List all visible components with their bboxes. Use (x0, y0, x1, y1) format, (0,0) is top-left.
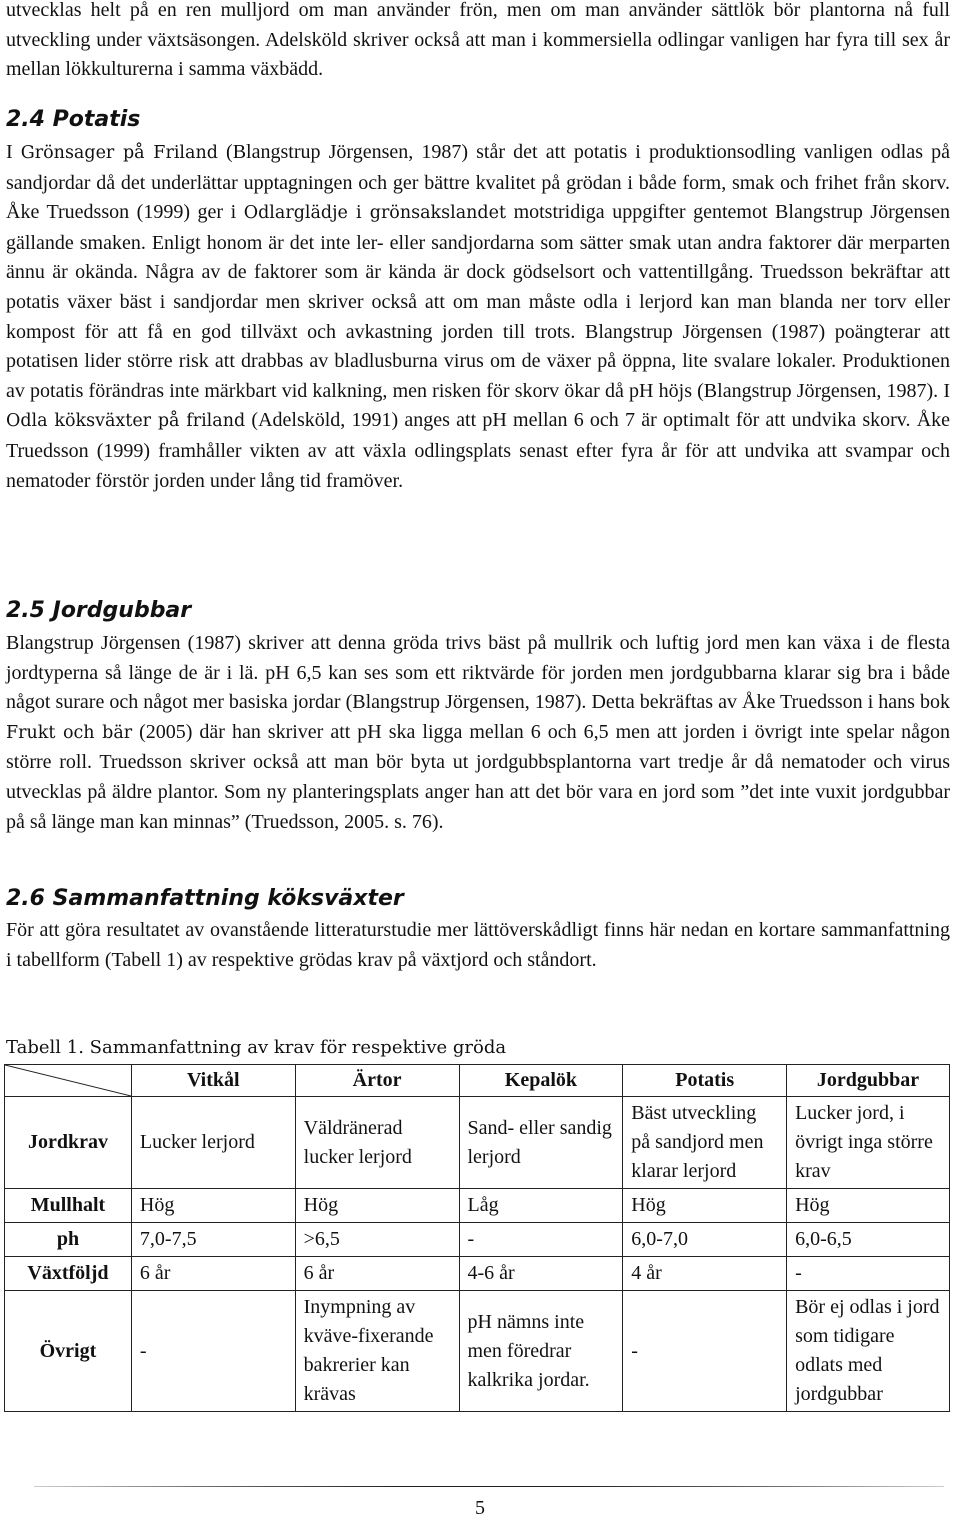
section-heading-sammanfattning: 2.6 Sammanfattning köksväxter (6, 886, 404, 911)
table-cell: Låg (459, 1189, 623, 1223)
book-title: Odla köksväxter på friland (6, 411, 246, 432)
page-number: 5 (475, 1497, 485, 1519)
table-row (5, 1097, 950, 1189)
table-cell: Inympning av kväve-fixerande bakrerier kan krävas (295, 1291, 459, 1412)
table-row (5, 1257, 950, 1291)
column-header: Jordgubbar (787, 1065, 950, 1097)
section-paragraph-potatis: I Grönsager på Friland (Blangstrup Jörgensen, 1987) står det att potatis i produktionsodling vanligen odlas på sandjordar då det underlättar upptagningen och ger bättre kvalitet på grödan i både form, smak och frihet från skorv. Åke Truedsson (1999) ger i Odlarglädje i grönsakslandet motstridiga uppgifter gentemot Blangstrup Jörgensen gällande smaken. Enligt honom är det inte ler- eller sandjordarna som sätter smak utan andra faktorer där merparten ännu är okända. Några av de faktorer som är kända är dock gödselsort och vattentillgång. Truedsson bekräftar att potatis växer bäst i sandjordar men skriver också att om man måste odla i lerjord kan man blanda ner torv eller kompost för att få en god tillväxt och avkastning jorden till trots. Blangstrup Jörgensen (1987) poängterar att potatisen lider större risk att drabbas av bladlusburna virus om de växer på öppna, lite svalare lokaler. Produktionen av potatis förändras inte märkbart vid kalkning, men risken för skorv ökar då pH höjs (Blangstrup Jörgensen, 1987). I Odla köksväxter på friland (Adelsköld, 1991) anges att pH mellan 6 och 7 är optimalt för att undvika skorv. Åke Truedsson (1999) framhåller vikten av att växla odlingsplats senast efter fyra år för att undvika att svampar och nematoder förstör jorden under lång tid framöver. (6, 141, 951, 492)
table-cell: Sand- eller sandig lerjord (459, 1097, 623, 1189)
table-cell: Bäst utveckling på sandjord men klarar lerjord (623, 1097, 787, 1189)
table-cell: >6,5 (295, 1223, 459, 1257)
table-cell: Hög (623, 1189, 787, 1223)
table-header-row (5, 1065, 950, 1097)
table-cell: Hög (295, 1189, 459, 1223)
table-row (5, 1291, 950, 1412)
table-cell: pH nämns inte men föredrar kalkrika jordar. (459, 1291, 623, 1412)
summary-table (4, 1064, 950, 1412)
table-cell: 7,0-7,5 (131, 1223, 295, 1257)
table-caption: Tabell 1. Sammanfattning av krav för respektive gröda (6, 1037, 507, 1058)
table-cell: 4-6 år (459, 1257, 623, 1291)
table-cell: - (787, 1257, 950, 1291)
section-heading-potatis: 2.4 Potatis (6, 107, 141, 132)
table-cell: - (131, 1291, 295, 1412)
table-cell: Väldränerad lucker lerjord (295, 1097, 459, 1189)
row-header: ph (5, 1223, 132, 1257)
row-header: Mullhalt (5, 1189, 132, 1223)
section-paragraph-sammanfattning: För att göra resultatet av ovanstående litteraturstudie mer lättöverskådligt finns här nedan en kortare sammanfattning i tabellform (Tabell 1) av respektive grödas krav på växtjord och ståndort. (6, 919, 950, 971)
table-cell: 6,0-6,5 (787, 1223, 950, 1257)
footer-divider (34, 1486, 944, 1487)
table-cell: 6 år (295, 1257, 459, 1291)
table-cell: - (459, 1223, 623, 1257)
table-cell: 6,0-7,0 (623, 1223, 787, 1257)
row-header: Övrigt (5, 1291, 132, 1412)
book-title: Odlarglädje i grönsakslandet (243, 203, 507, 224)
row-header: Jordkrav (5, 1097, 132, 1189)
section-paragraph-jordgubbar: Blangstrup Jörgensen (1987) skriver att denna gröda trivs bäst på mullrik och luftig jord men kan växa i de flesta jordtyperna så länge de är i lä. pH 6,5 kan ses som ett riktvärde för jorden men jordgubbarna klarar sig bra i både något surare och något mer basiska jordar (Blangstrup Jörgensen, 1987). Detta bekräftas av Åke Truedsson i hans bok Frukt och bär (2005) där han skriver att pH ska ligga mellan 6 och 6,5 men att jorden i övrigt inte spelar någon större roll. Truedsson skriver också att man bör byta ut jordgubbsplantorna vart tredje år då nematoder och virus utvecklas på äldre plantor. Som ny planteringsplats anger han att det bör vara en jord som ”det inte vuxit jordgubbar på så länge man kan minnas” (Truedsson, 2005. s. 76). (6, 632, 950, 833)
table-cell: Bör ej odlas i jord som tidigare odlats med jordgubbar (787, 1291, 950, 1412)
table-row (5, 1189, 950, 1223)
column-header: Vitkål (131, 1065, 295, 1097)
table-cell: Lucker lerjord (131, 1097, 295, 1189)
table-cell: Hög (131, 1189, 295, 1223)
book-title: Frukt och bär (6, 722, 133, 743)
section-heading-jordgubbar: 2.5 Jordgubbar (6, 598, 192, 623)
table-cell: 4 år (623, 1257, 787, 1291)
table-cell: 6 år (131, 1257, 295, 1291)
table-cell: - (623, 1291, 787, 1412)
table-row (5, 1223, 950, 1257)
column-header: Kepalök (459, 1065, 623, 1097)
column-header: Potatis (623, 1065, 787, 1097)
table-cell: Lucker jord, i övrigt inga större krav (787, 1097, 950, 1189)
intro-paragraph: utvecklas helt på en ren mulljord om man använder frön, men om man använder sättlök bör plantorna nå full utveckling under växtsäsongen. Adelsköld skriver också att man i kommersiella odlingar vanligen har fyra till sex år mellan lökkulturerna i samma växbädd. (6, 0, 950, 81)
row-header: Växtföljd (5, 1257, 132, 1291)
table-corner-cell (5, 1065, 132, 1097)
diagonal-line (5, 1065, 131, 1096)
table-cell: Hög (787, 1189, 950, 1223)
column-header: Ärtor (295, 1065, 459, 1097)
book-title: Grönsager på Friland (20, 143, 218, 163)
